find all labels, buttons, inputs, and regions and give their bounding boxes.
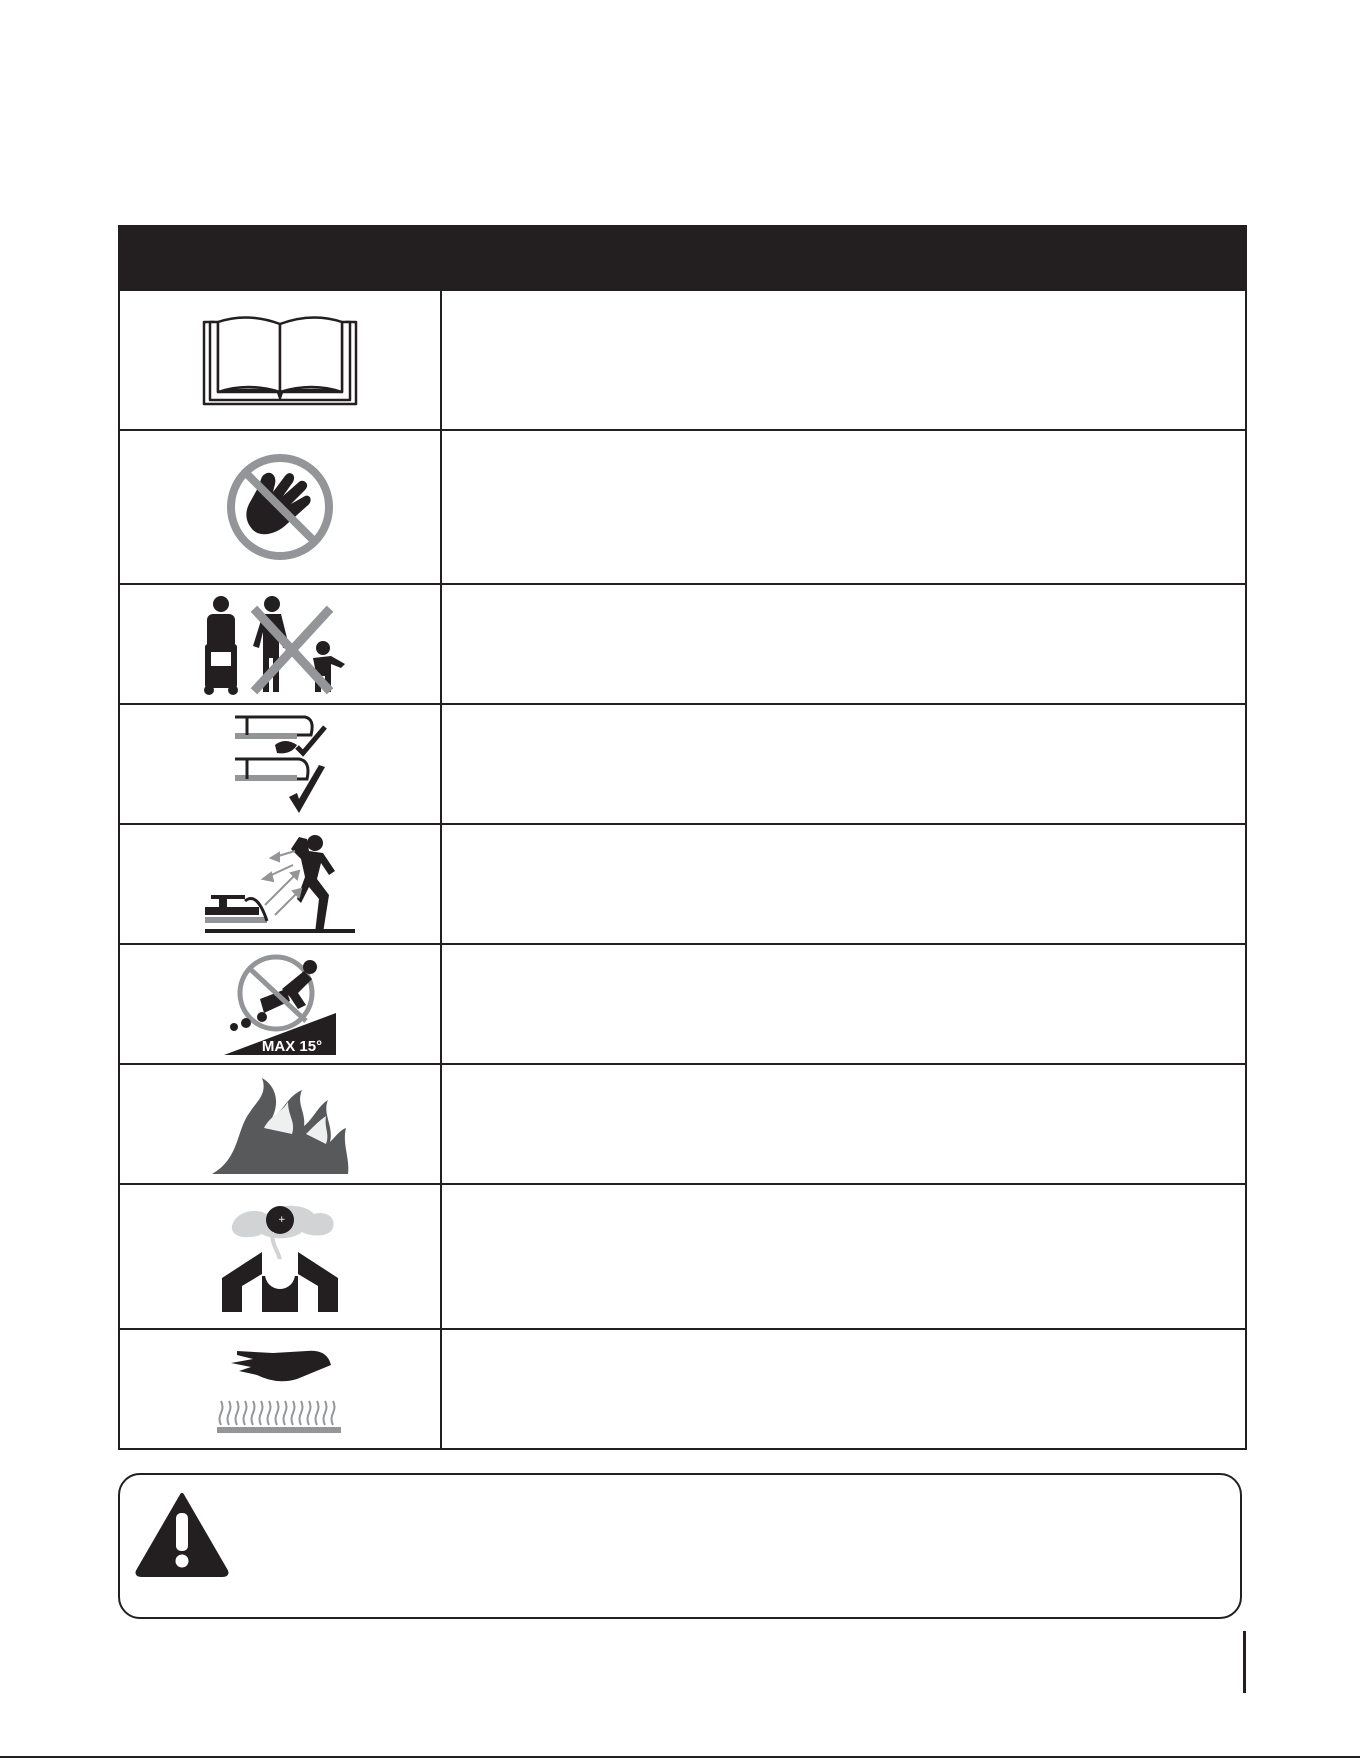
row-description: [441, 824, 1246, 944]
warning-box: [118, 1473, 1242, 1619]
header-symbol: [119, 226, 441, 290]
row-description: [441, 430, 1246, 584]
slope-max-15-icon: [220, 949, 340, 1059]
fire-hazard-icon: [210, 1072, 350, 1176]
row-description: [441, 290, 1246, 430]
row-description: [441, 1064, 1246, 1184]
svg-text:+: +: [278, 1214, 286, 1225]
page-header-area: [0, 0, 1360, 220]
row-description: [441, 944, 1246, 1064]
toxic-fumes-icon: [222, 1202, 338, 1312]
thrown-objects-icon: [205, 829, 355, 939]
page-margin-marker: [1243, 1631, 1246, 1693]
blade-cutting-hand-foot-icon: [225, 709, 335, 819]
table-row: [119, 584, 1246, 704]
header-meaning: [441, 226, 1246, 290]
hot-surface-icon: [217, 1341, 343, 1437]
table-row: [119, 430, 1246, 584]
keep-bystanders-away-icon: [195, 592, 365, 696]
row-description: [441, 584, 1246, 704]
table-row: [119, 944, 1246, 1064]
row-description: [441, 1184, 1246, 1329]
table-header-row: [119, 226, 1246, 290]
table-row: [119, 290, 1246, 430]
row-description: [441, 704, 1246, 824]
manual-book-icon: [200, 310, 360, 410]
table-row: [119, 824, 1246, 944]
safety-symbols-table: [118, 225, 1247, 1450]
table-row: [119, 1064, 1246, 1184]
table-row: [119, 704, 1246, 824]
table-row: [119, 1329, 1246, 1449]
slope-label: MAX 15°: [261, 1038, 323, 1055]
table-row: [119, 1184, 1246, 1329]
no-hand-touch-icon: [225, 452, 335, 562]
row-description: [441, 1329, 1246, 1449]
bottom-rule: [0, 1756, 1360, 1758]
warning-triangle-icon: [134, 1491, 230, 1577]
